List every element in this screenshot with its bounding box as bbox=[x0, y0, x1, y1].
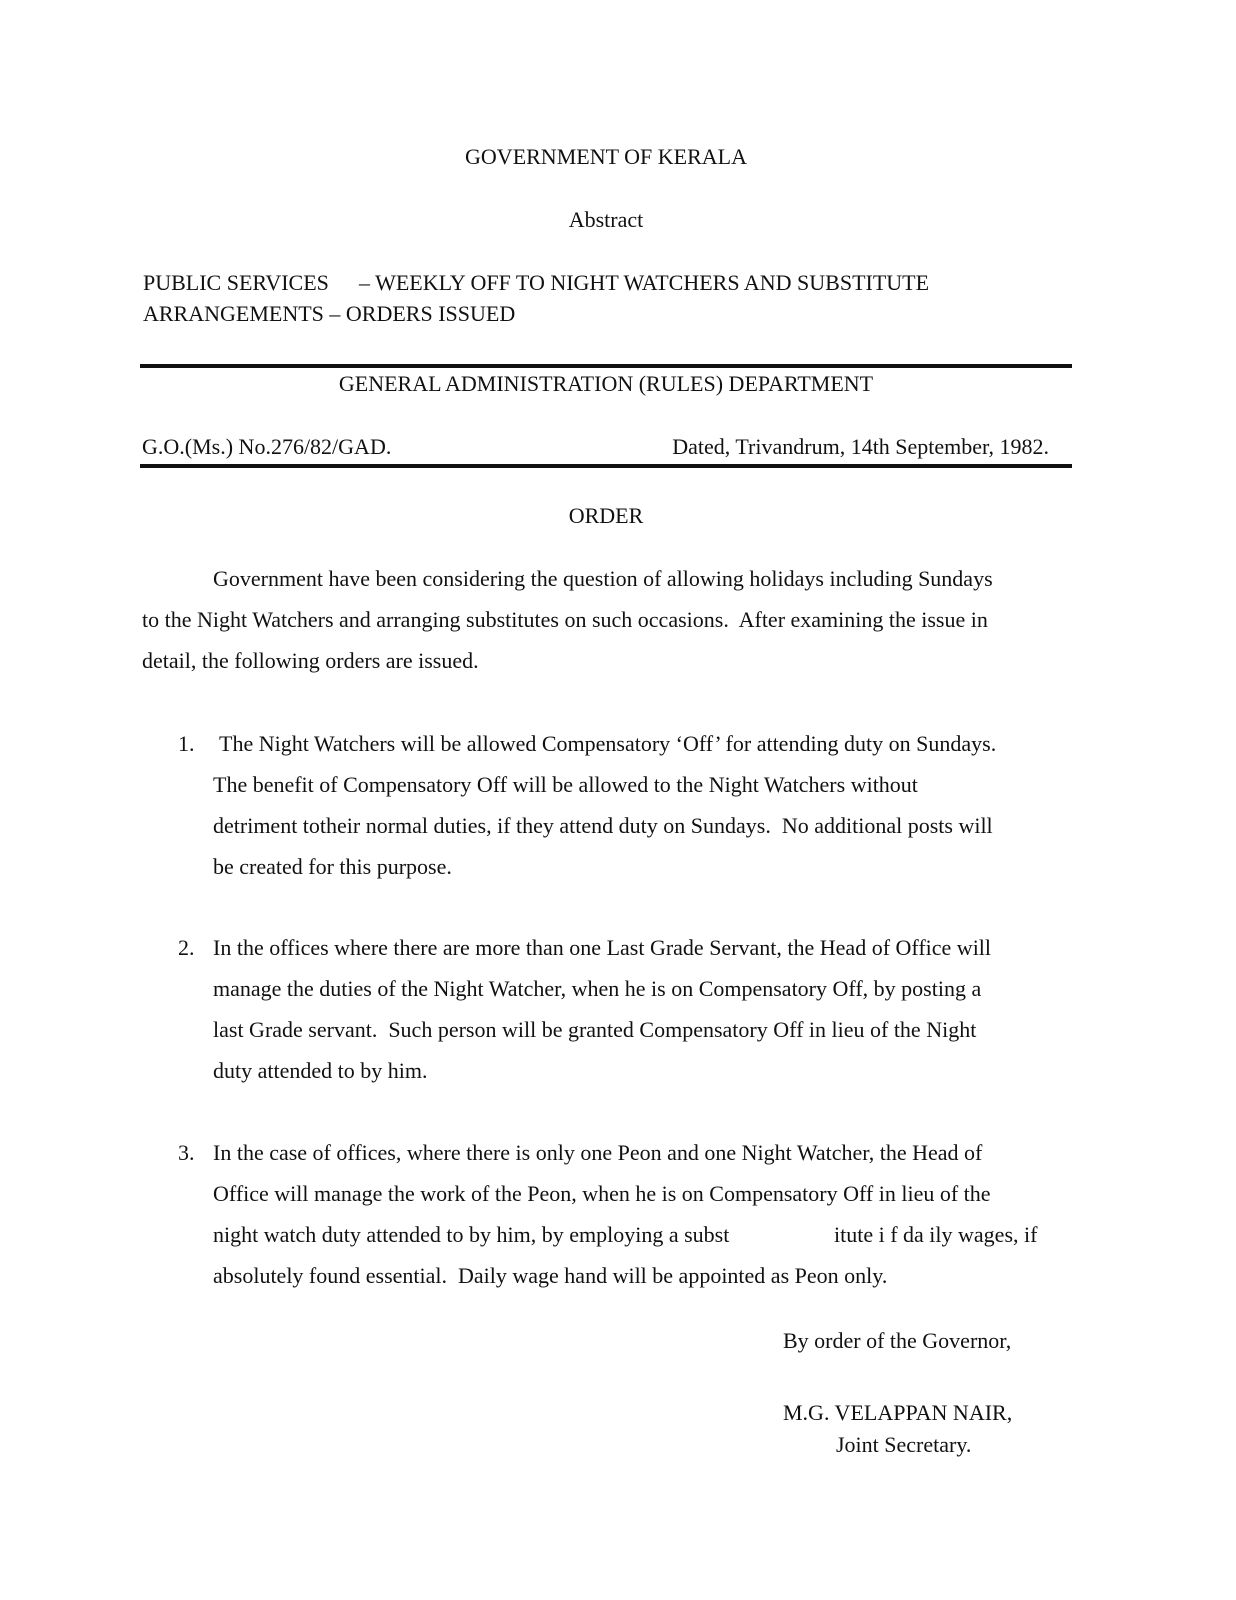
signatory-title: Joint Secretary. bbox=[836, 1432, 972, 1457]
signatory-name: M.G. VELAPPAN NAIR, bbox=[783, 1400, 1013, 1425]
list-item-line: detriment totheir normal duties, if they attend duty on Sundays. No additional posts will bbox=[213, 813, 993, 838]
list-item-line-tail: itute i f da ily wages, if bbox=[834, 1222, 1038, 1247]
list-item-line: absolutely found essential. Daily wage hand will be appointed as Peon only. bbox=[213, 1263, 888, 1288]
list-item-number: 2. bbox=[178, 935, 195, 960]
department-name: GENERAL ADMINISTRATION (RULES) DEPARTMENT bbox=[338, 371, 874, 396]
list-item-line: In the offices where there are more than one Last Grade Servant, the Head of Office will bbox=[213, 935, 992, 960]
list-item-line: be created for this purpose. bbox=[213, 854, 452, 879]
list-item-line: duty attended to by him. bbox=[213, 1058, 428, 1083]
by-order-line: By order of the Governor, bbox=[783, 1328, 1012, 1353]
list-item-number: 3. bbox=[178, 1140, 195, 1165]
subject-line-1b: – WEEKLY OFF TO NIGHT WATCHERS AND SUBSTITUTE bbox=[359, 270, 930, 295]
list-item-line: manage the duties of the Night Watcher, when he is on Compensatory Off, by posting a bbox=[213, 976, 982, 1001]
bottom-rule bbox=[140, 464, 1072, 468]
list-item-number: 1. bbox=[178, 731, 195, 756]
order-date: Dated, Trivandrum, 14th September, 1982. bbox=[672, 434, 1049, 459]
list-item-line: The benefit of Compensatory Off will be allowed to the Night Watchers without bbox=[213, 772, 918, 797]
intro-line: to the Night Watchers and arranging substitutes on such occasions. After examining the issue in bbox=[142, 607, 988, 632]
subject-line-1a: PUBLIC SERVICES bbox=[143, 270, 329, 295]
list-item-line: last Grade servant. Such person will be granted Compensatory Off in lieu of the Night bbox=[213, 1017, 977, 1042]
list-item-line: The Night Watchers will be allowed Compensatory ‘Off’ for attending duty on Sundays. bbox=[219, 731, 997, 756]
top-rule bbox=[140, 364, 1072, 368]
list-item-line: In the case of offices, where there is only one Peon and one Night Watcher, the Head of bbox=[213, 1140, 983, 1165]
government-title: GOVERNMENT OF KERALA bbox=[465, 144, 747, 169]
intro-line: detail, the following orders are issued. bbox=[142, 648, 479, 673]
intro-line: Government have been considering the question of allowing holidays including Sundays bbox=[213, 566, 993, 591]
go-number: G.O.(Ms.) No.276/82/GAD. bbox=[142, 434, 392, 459]
subject-line-2: ARRANGEMENTS – ORDERS ISSUED bbox=[143, 301, 516, 326]
list-item-line: Office will manage the work of the Peon, when he is on Compensatory Off in lieu of the bbox=[213, 1181, 991, 1206]
order-heading: ORDER bbox=[568, 503, 644, 528]
abstract-label: Abstract bbox=[568, 207, 644, 232]
list-item-line: night watch duty attended to by him, by employing a subst bbox=[213, 1222, 730, 1247]
